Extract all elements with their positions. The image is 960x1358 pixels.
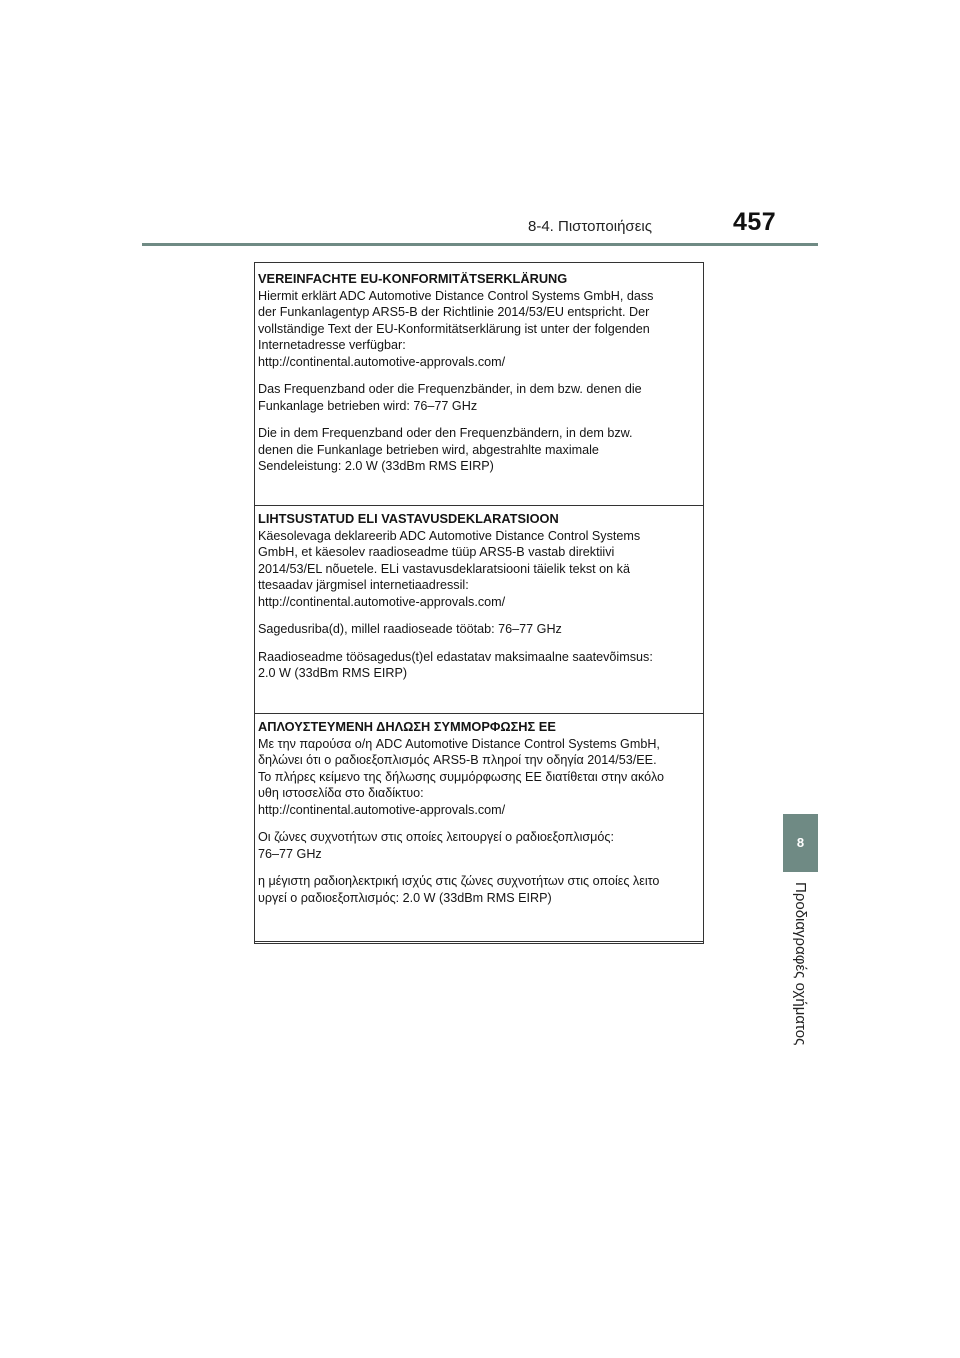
declaration-line: Με την παρούσα ο/η ADC Automotive Distance Control Systems GmbH, bbox=[258, 736, 660, 751]
declaration-line: ttesaadav järgmisel internetiaadressil: bbox=[258, 578, 469, 592]
declaration-line: Käesolevaga deklareerib ADC Automotive Distance Control Systems bbox=[258, 528, 641, 543]
declaration-url: http://continental.automotive-approvals.com/ bbox=[258, 594, 506, 609]
frequency-band-line: Sagedusriba(d), millel raadioseade töötab: 76–77 GHz bbox=[258, 622, 562, 636]
declaration-line: vollständige Text der EU-Konformitätserklärung ist unter der folgenden bbox=[258, 321, 650, 336]
max-power-line: Sendeleistung: 2.0 W (33dBm RMS EIRP) bbox=[258, 459, 494, 473]
chapter-label: Προδιαγραφές οχήματος bbox=[792, 882, 809, 1046]
declaration-line: Internetadresse verfügbar: bbox=[258, 338, 406, 352]
paragraph-gap bbox=[258, 638, 703, 649]
page-number: 457 bbox=[733, 208, 777, 236]
paragraph-gap bbox=[258, 818, 703, 829]
declaration-line: υθη ιστοσελίδα στο διαδίκτυο: bbox=[258, 786, 424, 800]
declaration-title: LIHTSUSTATUD ELI VASTAVUSDEKLARATSIOON bbox=[258, 511, 559, 526]
declaration-url: http://continental.automotive-approvals.com/ bbox=[258, 802, 506, 817]
declaration-line: GmbH, et käesolev raadioseadme tüüp ARS5-B vastab direktiivi bbox=[258, 545, 615, 559]
declaration-url: http://continental.automotive-approvals.com/ bbox=[258, 354, 506, 369]
declaration-line: der Funkanlagentyp ARS5-B der Richtlinie 2014/53/EU entspricht. Der bbox=[258, 305, 650, 319]
paragraph-gap bbox=[258, 862, 703, 873]
max-power-line: η μέγιστη ραδιοηλεκτρική ισχύς στις ζώνες συχνοτήτων στις οποίες λειτο bbox=[258, 874, 660, 888]
frequency-band-line: 76–77 GHz bbox=[258, 846, 322, 861]
declaration-line: Το πλήρες κείμενο της δήλωσης συμμόρφωσης ΕΕ διατίθεται στην ακόλο bbox=[258, 769, 665, 784]
max-power-line: υργεί ο ραδιοεξοπλισμός: 2.0 W (33dBm RMS EIRP) bbox=[258, 890, 552, 905]
section-title: 8-4. Πιστοποιήσεις bbox=[528, 218, 652, 235]
declaration-title: ΑΠΛΟΥΣΤΕΥΜΕΝΗ ΔΗΛΩΣΗ ΣΥΜΜΟΡΦΩΣΗΣ ΕΕ bbox=[258, 719, 556, 734]
box-top-border bbox=[255, 262, 703, 263]
box-bottom-border bbox=[255, 943, 703, 944]
frequency-band-line: Das Frequenzband oder die Frequenzbänder, in dem bzw. denen die bbox=[258, 382, 642, 396]
declaration-title: VEREINFACHTE EU-KONFORMITÄTSERKLÄRUNG bbox=[258, 271, 568, 286]
max-power-line: 2.0 W (33dBm RMS EIRP) bbox=[258, 666, 408, 680]
declaration-german bbox=[255, 266, 703, 506]
declaration-line: 2014/53/EL nõuetele. ELi vastavusdeklaratsiooni täielik tekst on kä bbox=[258, 561, 630, 576]
paragraph-gap bbox=[258, 370, 703, 381]
frequency-band-line: Οι ζώνες συχνοτήτων στις οποίες λειτουργεί ο ραδιοεξοπλισμός: bbox=[258, 830, 614, 844]
max-power-line: Raadioseadme töösagedus(t)el edastatav maksimaalne saatevõimsus: bbox=[258, 649, 653, 664]
declaration-greek bbox=[255, 714, 703, 942]
max-power-line: denen die Funkanlage betrieben wird, abgestrahlte maximale bbox=[258, 442, 599, 457]
paragraph-gap bbox=[258, 414, 703, 425]
declaration-box bbox=[254, 262, 704, 944]
frequency-band-line: Funkanlage betrieben wird: 76–77 GHz bbox=[258, 398, 478, 413]
paragraph-gap bbox=[258, 610, 703, 621]
header-divider bbox=[142, 243, 818, 246]
declaration-estonian bbox=[255, 506, 703, 714]
declaration-line: Hiermit erklärt ADC Automotive Distance Control Systems GmbH, dass bbox=[258, 288, 654, 303]
chapter-tab: 8 bbox=[783, 814, 818, 872]
max-power-line: Die in dem Frequenzband oder den Frequenzbändern, in dem bzw. bbox=[258, 426, 633, 440]
declaration-line: δηλώνει ότι ο ραδιοεξοπλισμός ARS5-B πληροί την οδηγία 2014/53/ΕΕ. bbox=[258, 753, 657, 767]
